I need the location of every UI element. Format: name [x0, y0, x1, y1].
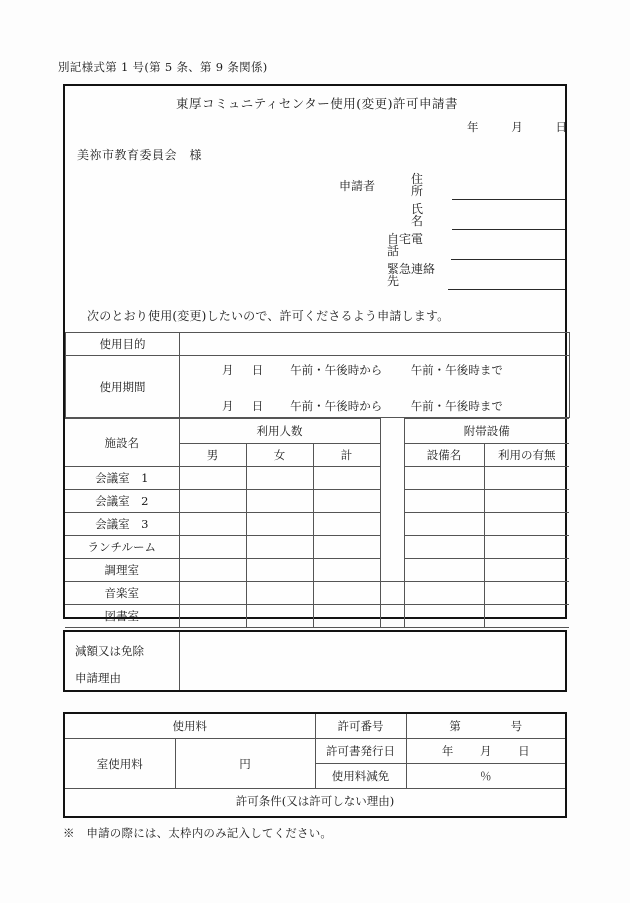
period1-time-to-label: 時まで	[468, 363, 503, 377]
facility-used-cell[interactable]	[484, 467, 569, 490]
period1-ampm-from-label: 午前・午後	[290, 363, 348, 377]
facility-used-cell[interactable]	[484, 605, 569, 628]
permit-no-cell[interactable]	[406, 714, 565, 739]
facility-male-cell[interactable]	[179, 513, 246, 536]
spacer-column	[380, 419, 404, 444]
facility-used-cell[interactable]	[484, 513, 569, 536]
reduction-divider	[179, 632, 180, 690]
facility-female-cell[interactable]	[246, 490, 313, 513]
table-row	[65, 789, 565, 814]
period1-ampm-to-label: 午前・午後	[410, 363, 469, 377]
applicant-address-row	[411, 172, 565, 200]
period2-ampm-from-label: 午前・午後	[290, 399, 348, 413]
applicant-emergency-contact-input[interactable]	[448, 273, 565, 290]
facility-total-cell[interactable]	[313, 490, 380, 513]
spacer-column	[380, 467, 404, 490]
facility-name-cell: ランチルーム	[65, 536, 179, 559]
facility-total-cell[interactable]	[313, 605, 380, 628]
intro-sentence: 次のとおり使用(変更)したいので、許可くださるよう申請します。	[87, 309, 450, 323]
applicant-name-label: 氏名	[411, 202, 424, 228]
table-header-row	[65, 419, 569, 444]
usage-period-row-1[interactable]	[222, 362, 512, 378]
usage-period-row-2[interactable]	[222, 398, 512, 414]
facility-male-cell[interactable]	[179, 467, 246, 490]
addressee: 美祢市教育委員会 様	[77, 148, 203, 162]
applicant-home-phone-row	[387, 232, 565, 260]
facility-total-cell[interactable]	[313, 536, 380, 559]
facility-female-cell[interactable]	[246, 559, 313, 582]
table-row	[65, 467, 569, 490]
permit-no-prefix: 第	[449, 719, 461, 733]
table-row	[65, 490, 569, 513]
col-equipment-used-header: 利用の有無	[484, 444, 569, 467]
spacer-column	[380, 513, 404, 536]
facility-name-cell: 図書室	[65, 605, 179, 628]
facility-male-cell[interactable]	[179, 582, 246, 605]
table-row	[65, 536, 569, 559]
usage-period-label: 使用期間	[66, 356, 180, 418]
facility-name-cell: 会議室 3	[65, 513, 179, 536]
yen-unit-label: 円	[239, 756, 251, 771]
room-fee-amount-cell[interactable]	[175, 739, 315, 789]
facility-female-cell[interactable]	[246, 513, 313, 536]
facility-total-cell[interactable]	[313, 467, 380, 490]
facility-male-cell[interactable]	[179, 490, 246, 513]
application-date-line	[467, 119, 567, 135]
facility-used-cell[interactable]	[484, 536, 569, 559]
col-people-group-header: 利用人数	[179, 419, 380, 444]
period2-day-label: 日	[251, 399, 264, 413]
fee-reduction-cell[interactable]: ％	[406, 764, 565, 789]
reduction-reason-input[interactable]	[181, 632, 565, 690]
reduction-label-line2: 申請理由	[75, 671, 121, 685]
form-number: 別記様式第 1 号(第 5 条、第 9 条関係)	[58, 60, 268, 74]
period1-day-label: 日	[251, 363, 264, 377]
issue-month-label: 月	[479, 744, 492, 758]
usage-purpose-input[interactable]	[180, 333, 570, 356]
table-row	[66, 333, 570, 356]
table-row	[65, 513, 569, 536]
facility-female-cell[interactable]	[246, 605, 313, 628]
period1-time-from-label: 時から	[347, 363, 383, 377]
permit-no-suffix: 号	[510, 719, 523, 733]
period2-time-to-label: 時まで	[468, 399, 503, 413]
fee-header: 使用料	[65, 714, 315, 739]
permit-condition-label: 許可条件(又は許可しない理由)	[65, 789, 565, 814]
col-total-header: 計	[313, 444, 380, 467]
date-year-label: 年	[467, 120, 479, 134]
footnote: ※ 申請の際には、太枠内のみ記入してください。	[63, 826, 333, 840]
period2-time-from-label: 時から	[347, 399, 383, 413]
facility-name-cell: 音楽室	[65, 582, 179, 605]
reduction-label-line1: 減額又は免除	[75, 644, 144, 658]
period2-ampm-to-label: 午前・午後	[410, 399, 469, 413]
issue-date-inner	[407, 743, 566, 759]
col-equipment-group-header: 附帯設備	[404, 419, 569, 444]
facility-used-cell[interactable]	[484, 582, 569, 605]
facility-used-cell[interactable]	[484, 490, 569, 513]
facility-table	[65, 418, 569, 628]
period2-month-label: 月	[222, 399, 234, 413]
usage-period-lines	[180, 356, 569, 417]
spacer-column	[380, 582, 404, 605]
fee-reduction-label: 使用料減免	[315, 764, 406, 789]
facility-name-cell: 会議室 2	[65, 490, 179, 513]
facility-equipment-cell[interactable]	[404, 467, 484, 490]
facility-male-cell[interactable]	[179, 559, 246, 582]
date-day-label: 日	[555, 120, 567, 134]
applicant-name-input[interactable]	[452, 213, 565, 230]
col-male-header: 男	[179, 444, 246, 467]
col-female-header: 女	[246, 444, 313, 467]
facility-female-cell[interactable]	[246, 536, 313, 559]
applicant-home-phone-label: 自宅電話	[387, 232, 424, 258]
facility-equipment-cell[interactable]	[404, 559, 484, 582]
table-row	[65, 739, 565, 764]
applicant-emergency-contact-label: 緊急連絡先	[387, 262, 436, 288]
table-row	[66, 356, 570, 418]
applicant-address-label: 住所	[411, 172, 424, 198]
facility-name-cell: 調理室	[65, 559, 179, 582]
facility-equipment-cell[interactable]	[404, 513, 484, 536]
facility-equipment-cell[interactable]	[404, 536, 484, 559]
spacer-column	[380, 490, 404, 513]
facility-male-cell[interactable]	[179, 536, 246, 559]
spacer-column	[380, 444, 404, 467]
facility-used-cell[interactable]	[484, 559, 569, 582]
page-title: 東厚コミュニティセンター使用(変更)許可申請書	[175, 96, 458, 111]
facility-equipment-cell[interactable]	[404, 605, 484, 628]
spacer-column	[380, 605, 404, 628]
facility-female-cell[interactable]	[246, 582, 313, 605]
issue-day-label: 日	[518, 744, 530, 758]
facility-total-cell[interactable]	[313, 559, 380, 582]
permit-no-inner	[407, 718, 566, 734]
facility-equipment-cell[interactable]	[404, 582, 484, 605]
issue-year-label: 年	[441, 744, 454, 758]
spacer-column	[380, 559, 404, 582]
main-form-box	[63, 84, 567, 623]
permit-no-label: 許可番号	[315, 714, 406, 739]
date-month-label: 月	[511, 120, 523, 134]
usage-period-cell	[180, 356, 570, 418]
issue-date-label: 許可書発行日	[315, 739, 406, 764]
col-equipment-name-header: 設備名	[404, 444, 484, 467]
facility-equipment-cell[interactable]	[404, 490, 484, 513]
applicant-name-row	[411, 202, 565, 230]
applicant-address-input[interactable]	[452, 183, 565, 200]
table-row	[65, 605, 569, 628]
reduction-box	[63, 630, 567, 692]
applicant-home-phone-input[interactable]	[451, 243, 565, 260]
room-fee-label: 室使用料	[65, 739, 175, 789]
facility-total-cell[interactable]	[313, 513, 380, 536]
table-row	[65, 714, 565, 739]
table-row	[65, 582, 569, 605]
issue-date-cell[interactable]	[406, 739, 565, 764]
applicant-group-label: 申請者	[339, 179, 376, 193]
col-facility-header: 施設名	[65, 419, 179, 467]
table-row	[65, 559, 569, 582]
facility-name-cell: 会議室 1	[65, 467, 179, 490]
applicant-emergency-contact-row	[387, 262, 565, 290]
facility-total-cell[interactable]	[313, 582, 380, 605]
facility-female-cell[interactable]	[246, 467, 313, 490]
usage-section	[65, 332, 569, 418]
spacer-column	[380, 536, 404, 559]
fee-box	[63, 712, 567, 818]
facility-male-cell[interactable]	[179, 605, 246, 628]
period1-month-label: 月	[222, 363, 234, 377]
usage-purpose-label: 使用目的	[66, 333, 180, 356]
